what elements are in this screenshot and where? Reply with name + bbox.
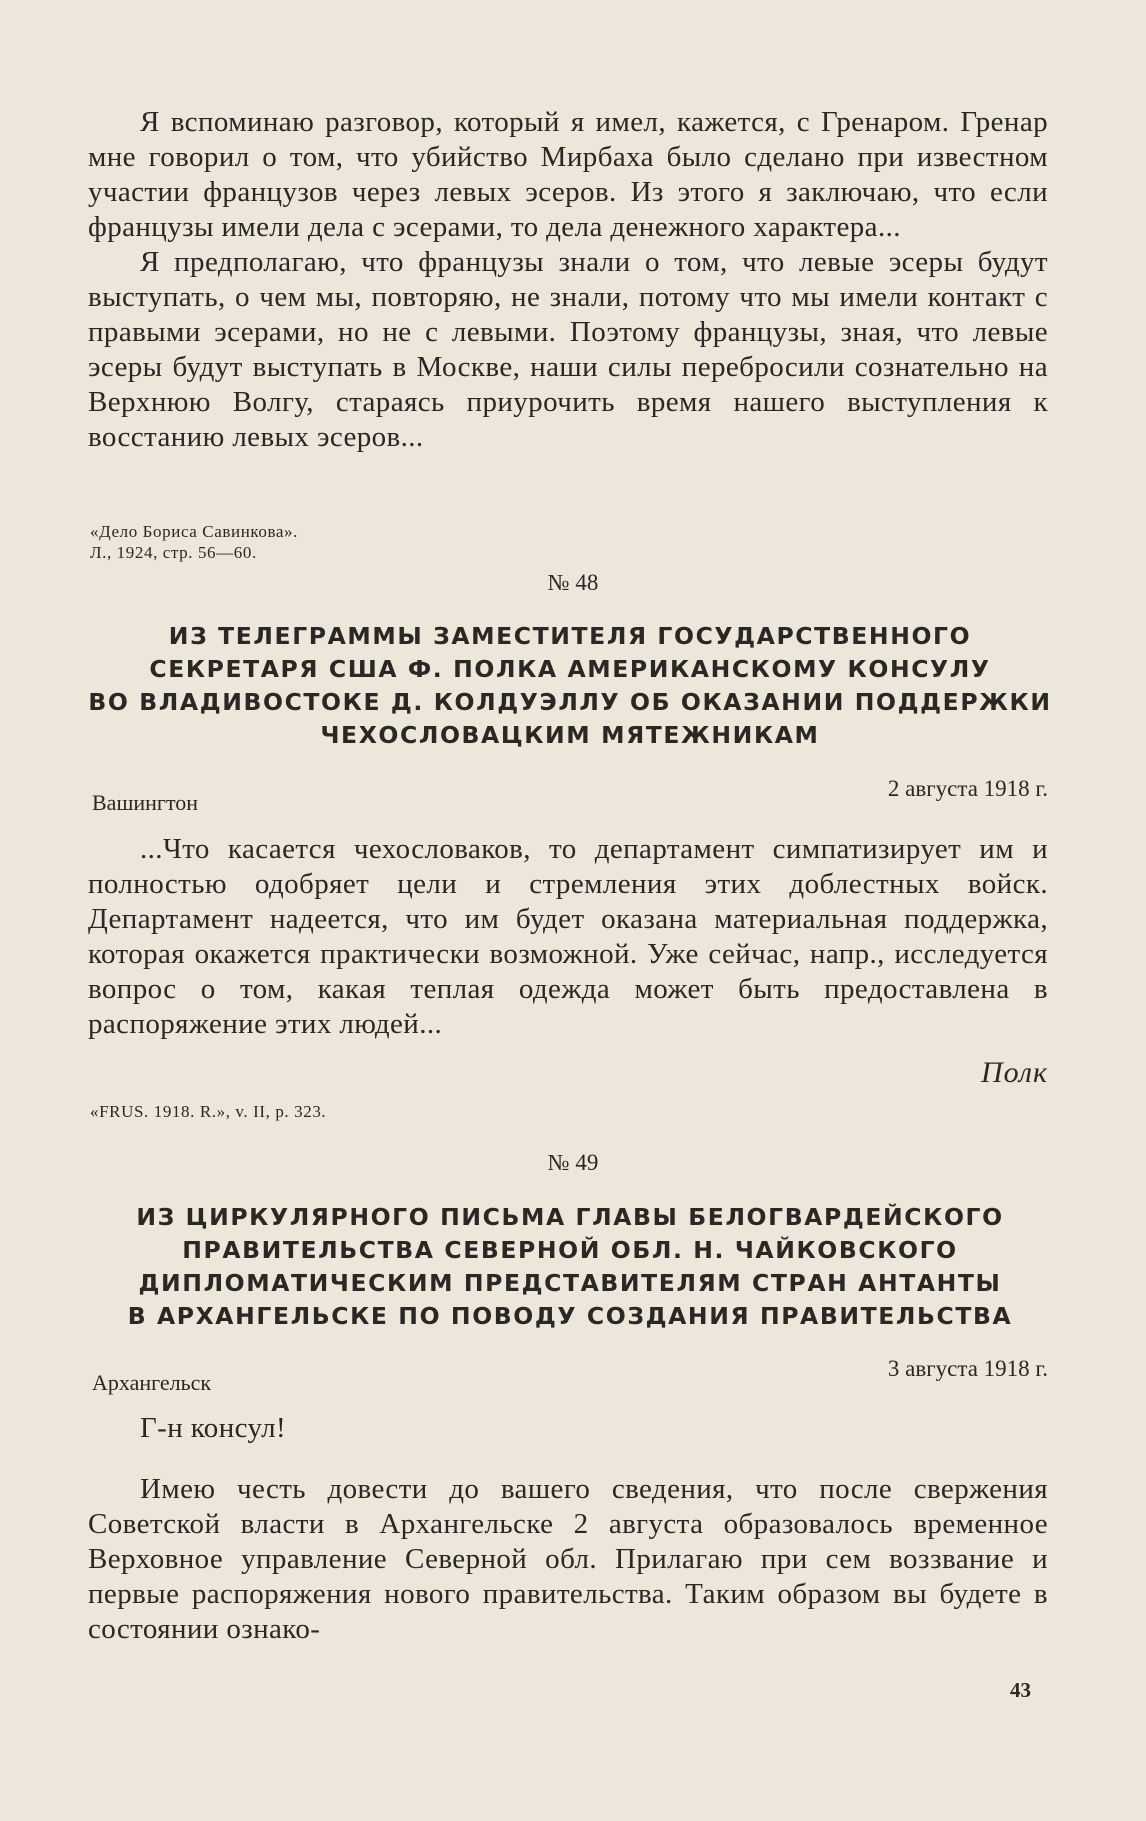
doc49-title	[70, 1201, 1070, 1333]
doc47-paragraph-2: Я предполагаю, что французы знали о том, что левые эсеры будут выступать, о чем мы, повторяю, не знали, потому что мы имели контакт с правыми эсерами, но не с левыми. Поэтому французы, зная, что левые эсеры будут выступать в Москве, наши силы перебросили сознательно на Верхнюю Волгу, стараясь приурочить время нашего выступления к восстанию левых эсеров...	[88, 246, 1048, 453]
doc48-title-line-2: СЕКРЕТАРЯ США Ф. ПОЛКА АМЕРИКАНСКОМУ КОНСУЛУ	[149, 655, 991, 683]
doc49-title-line-4: В АРХАНГЕЛЬСКЕ ПО ПОВОДУ СОЗДАНИЯ ПРАВИТЕЛЬСТВА	[127, 1302, 1013, 1330]
doc49-body: Имею честь довести до вашего сведения, что после свержения Советской власти в Архангельске 2 августа образовалось временное Верховное управление Северной обл. Прилагаю при сем воззвание и первые распоряжения нового правительства. Таким образом вы будете в состоянии ознако-	[88, 1473, 1048, 1645]
doc48-number: № 48	[547, 570, 599, 595]
doc48-title-line-4: ЧЕХОСЛОВАЦКИМ МЯТЕЖНИКАМ	[320, 721, 820, 749]
doc48-signature: Полк	[980, 1056, 1048, 1089]
doc49-title-line-1: ИЗ ЦИРКУЛЯРНОГО ПИСЬМА ГЛАВЫ БЕЛОГВАРДЕЙСКОГО	[136, 1203, 1004, 1231]
doc49-title-line-2: ПРАВИТЕЛЬСТВА СЕВЕРНОЙ ОБЛ. Н. ЧАЙКОВСКОГО	[182, 1236, 958, 1264]
page-number: 43	[1010, 1678, 1031, 1702]
doc49-text	[88, 1472, 1048, 1647]
doc47-source-line-2: Л., 1924, стр. 56—60.	[90, 543, 257, 562]
doc47-paragraph-1: Я вспоминаю разговор, который я имел, кажется, с Гренаром. Гренар мне говорил о том, что убийство Мирбаха было сделано при известном участии французов через левых эсеров. Из этого я заключаю, что если французы имели дела с эсерами, то дела денежного характера...	[88, 106, 1048, 243]
doc48-body: ...Что касается чехословаков, то департамент симпатизирует им и полностью одобряет цели и стремления этих доблестных войск. Департамент надеется, что им будет оказана материальная поддержка, которая окажется практически возможной. Уже сейчас, напр., исследуется вопрос о том, какая теплая одежда может быть предоставлена в распоряжение этих людей...	[88, 833, 1048, 1040]
doc49-number: № 49	[547, 1150, 599, 1175]
doc48-source: «FRUS. 1918. R.», v. II, p. 323.	[90, 1102, 327, 1121]
doc47-text	[88, 105, 1048, 455]
doc49-salutation: Г-н консул!	[140, 1412, 287, 1444]
doc48-title-line-3: ВО ВЛАДИВОСТОКЕ Д. КОЛДУЭЛЛУ ОБ ОКАЗАНИИ ПОДДЕРЖКИ	[88, 688, 1052, 716]
doc48-title-line-1: ИЗ ТЕЛЕГРАММЫ ЗАМЕСТИТЕЛЯ ГОСУДАРСТВЕННОГО	[168, 622, 972, 650]
doc48-text	[88, 832, 1048, 1042]
doc49-title-line-3: ДИПЛОМАТИЧЕСКИМ ПРЕДСТАВИТЕЛЯМ СТРАН АНТАНТЫ	[138, 1269, 1002, 1297]
doc47-source	[90, 521, 298, 563]
doc48-title	[70, 620, 1070, 752]
doc49-place: Архангельск	[92, 1370, 212, 1395]
doc49-date: 3 августа 1918 г.	[887, 1356, 1048, 1381]
doc48-place: Вашингтон	[92, 790, 199, 815]
doc48-date: 2 августа 1918 г.	[887, 776, 1048, 801]
doc47-source-line-1: «Дело Бориса Савинкова».	[90, 522, 298, 541]
